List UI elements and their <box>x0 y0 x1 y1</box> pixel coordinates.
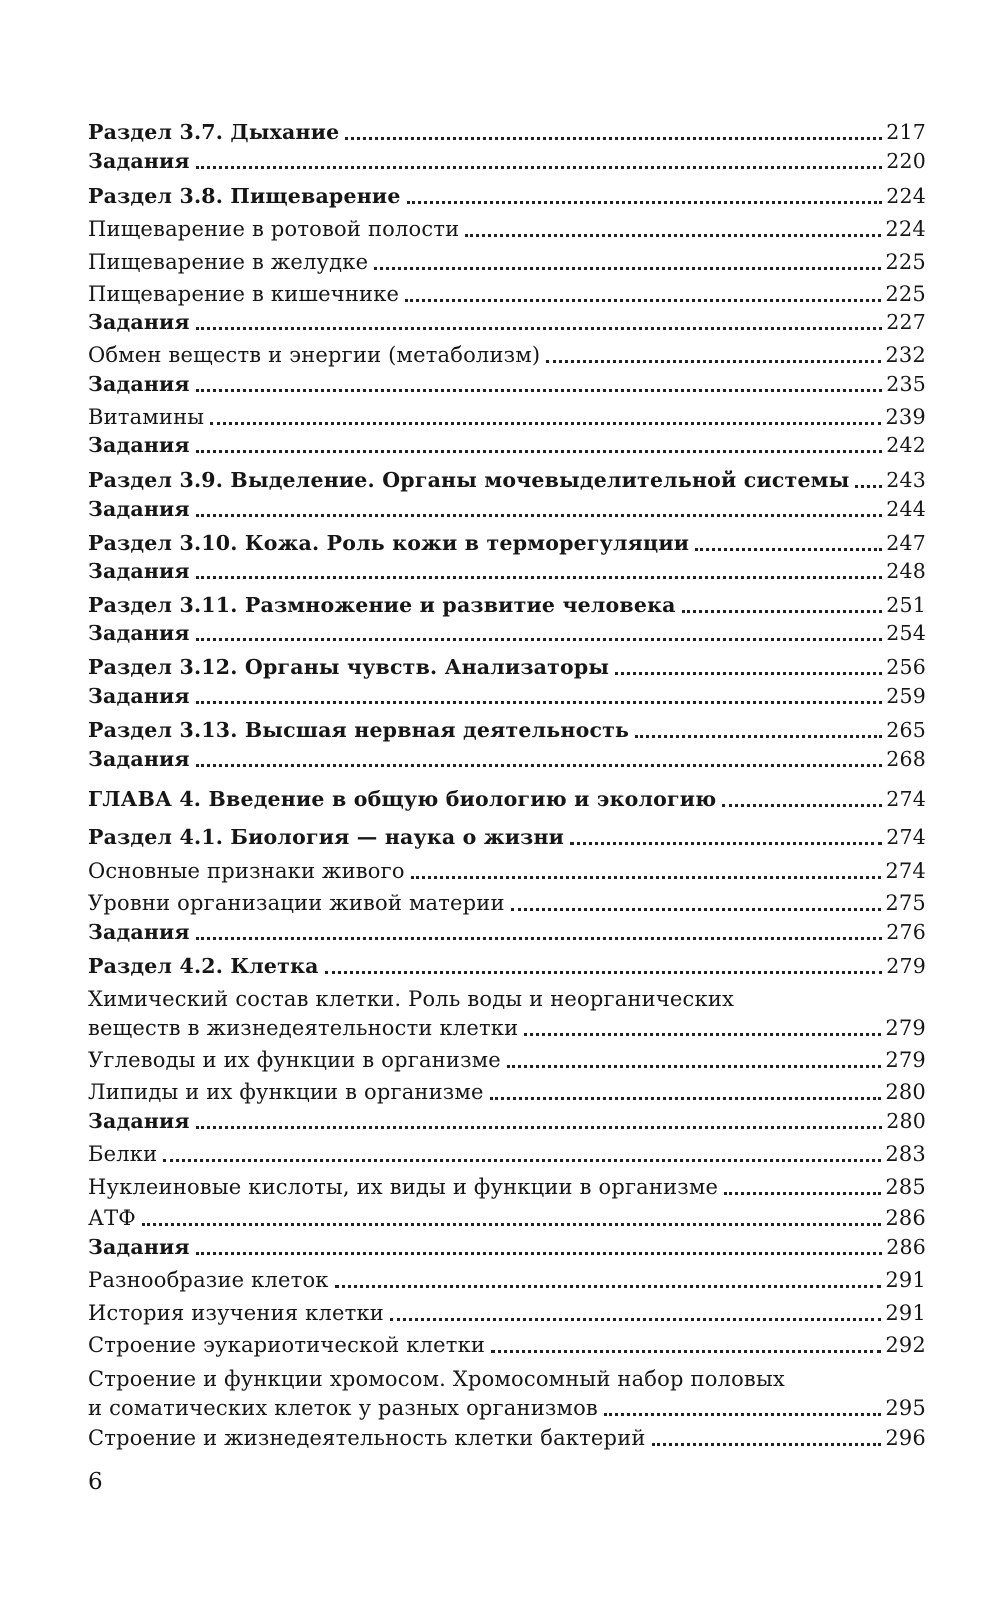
toc-entry <box>88 682 926 711</box>
toc-entry-title: Задания <box>88 433 190 457</box>
toc-entry-title: Раздел 3.11. Размножение и развитие человека <box>88 593 676 617</box>
toc-entry <box>88 591 926 620</box>
toc-entry-title: Пищеварение в кишечнике <box>88 282 400 306</box>
dot-leader <box>491 1350 881 1353</box>
toc-entry-title: Основные признаки живого <box>88 859 405 883</box>
toc-entry-title: Раздел 3.9. Выделение. Органы мочевыделительной системы <box>88 468 850 492</box>
toc-entry <box>88 308 926 337</box>
toc-entry <box>88 248 926 277</box>
dot-leader <box>196 1252 882 1255</box>
toc-entry-title: Разнообразие клеток <box>88 1268 329 1292</box>
toc-entry-page: 251 <box>886 593 926 617</box>
toc-entry <box>88 1173 926 1202</box>
toc-entry <box>88 1140 926 1169</box>
toc-entry-page: 279 <box>885 1016 926 1040</box>
toc-entry-page: 280 <box>885 1080 926 1104</box>
toc-entry-page: 224 <box>886 184 926 208</box>
toc-entry-page: 268 <box>886 747 926 771</box>
dot-leader <box>570 842 882 845</box>
toc-entry-title: Задания <box>88 747 190 771</box>
toc-entry-page: 254 <box>886 621 926 645</box>
dot-leader <box>490 1097 882 1100</box>
toc-entry-title: Раздел 3.12. Органы чувств. Анализаторы <box>88 655 610 679</box>
dot-leader <box>374 267 881 270</box>
toc-entry-title: Задания <box>88 684 190 708</box>
toc-entry-page: 225 <box>885 250 926 274</box>
toc-entry-title: Раздел 3.13. Высшая нервная деятельность <box>88 718 630 742</box>
toc-entry <box>88 823 926 852</box>
toc-entry <box>88 370 926 399</box>
page-number: 6 <box>88 1469 103 1495</box>
toc-entry-title: Раздел 4.1. Биология — наука о жизни <box>88 825 565 849</box>
dot-leader <box>196 389 882 392</box>
toc-entry-page: 276 <box>886 920 926 944</box>
dot-leader <box>196 1126 882 1129</box>
toc-entry-title: Раздел 3.10. Кожа. Роль кожи в терморегуляции <box>88 531 690 555</box>
toc-entry-title: Белки <box>88 1142 158 1166</box>
toc-entry-page: 291 <box>885 1301 926 1325</box>
dot-leader <box>604 1413 881 1416</box>
toc-entry-page: 265 <box>886 718 926 742</box>
toc-entry-page: 295 <box>885 1396 926 1420</box>
toc-entry-page: 242 <box>886 433 926 457</box>
toc-entry-page: 256 <box>886 655 926 679</box>
toc-entry <box>88 952 926 981</box>
toc-entry-title: веществ в жизнедеятельности клетки <box>88 1016 519 1040</box>
dot-leader <box>390 1318 881 1321</box>
toc-entry-title: Задания <box>88 920 190 944</box>
toc-entry-title: Уровни организации живой материи <box>88 891 505 915</box>
toc-entry <box>88 1046 926 1075</box>
toc-entry <box>88 785 926 814</box>
toc-entry <box>88 1331 926 1360</box>
dot-leader <box>196 937 882 940</box>
toc-entry <box>88 118 926 147</box>
toc-entry-page: 247 <box>886 531 926 555</box>
toc-entry-title: Липиды и их функции в организме <box>88 1080 484 1104</box>
dot-leader <box>196 638 882 641</box>
toc-entry <box>88 857 926 886</box>
toc-entry-title: Задания <box>88 1109 190 1133</box>
dot-leader <box>325 971 883 974</box>
toc-entry-page: 259 <box>886 684 926 708</box>
dot-leader <box>335 1285 882 1288</box>
toc-entry-page: 286 <box>886 1235 926 1259</box>
toc-entry <box>88 1266 926 1295</box>
toc-entry-page: 280 <box>886 1109 926 1133</box>
toc-entry-title-line1: Химический состав клетки. Роль воды и неорганических <box>88 987 735 1011</box>
toc-entry-page: 232 <box>885 343 926 367</box>
toc-entry-title: Обмен веществ и энергии (метаболизм) <box>88 343 541 367</box>
dot-leader <box>615 672 882 675</box>
toc-entry <box>88 529 926 558</box>
toc-entry <box>88 1424 926 1453</box>
toc-entry-page: 274 <box>885 859 926 883</box>
toc-entry <box>88 182 926 211</box>
dot-leader <box>210 422 881 425</box>
dot-leader <box>196 764 882 767</box>
toc-entry-page: 220 <box>886 149 926 173</box>
toc-entry <box>88 1299 926 1328</box>
toc-entry-title: Задания <box>88 149 190 173</box>
dot-leader <box>196 576 882 579</box>
dot-leader <box>405 299 881 302</box>
toc-entry-page: 227 <box>886 310 926 334</box>
toc-entry-page: 286 <box>885 1206 926 1230</box>
dot-leader <box>407 201 883 204</box>
toc-entry-page: 217 <box>886 120 926 144</box>
toc-entry-title: Витамины <box>88 405 205 429</box>
dot-leader <box>411 876 882 879</box>
toc-entry-page: 274 <box>886 787 926 811</box>
toc-entry-page: 225 <box>885 282 926 306</box>
toc-entry <box>88 431 926 460</box>
dot-leader <box>163 1159 881 1162</box>
toc-entry-page: 239 <box>885 405 926 429</box>
toc-entry-page: 283 <box>885 1142 926 1166</box>
toc-entry <box>88 466 926 495</box>
toc-entry-title: и соматических клеток у разных организмов <box>88 1396 598 1420</box>
toc-entry-page: 224 <box>885 217 926 241</box>
dot-leader <box>196 166 882 169</box>
toc-entry-title: Задания <box>88 621 190 645</box>
toc-entry <box>88 341 926 370</box>
toc-entry-title: Задания <box>88 497 190 521</box>
toc-entry <box>88 653 926 682</box>
dot-leader <box>724 1192 881 1195</box>
dot-leader <box>682 610 883 613</box>
toc-entry <box>88 1107 926 1136</box>
toc-entry-title: Раздел 3.8. Пищеварение <box>88 184 401 208</box>
toc-entry-title: Углеводы и их функции в организме <box>88 1048 501 1072</box>
dot-leader <box>142 1223 881 1226</box>
toc-entry-page: 291 <box>885 1268 926 1292</box>
toc-entry-title: Задания <box>88 559 190 583</box>
dot-leader <box>855 485 882 488</box>
toc-entry-page: 274 <box>886 825 926 849</box>
dot-leader <box>196 327 882 330</box>
toc-entry-page: 279 <box>885 1048 926 1072</box>
toc-entry <box>88 985 926 1043</box>
toc-entry <box>88 1365 926 1423</box>
toc-entry-page: 244 <box>886 497 926 521</box>
toc-entry <box>88 716 926 745</box>
dot-leader <box>511 908 882 911</box>
toc-entry-title: ГЛАВА 4. Введение в общую биологию и экологию <box>88 787 717 811</box>
dot-leader <box>465 234 881 237</box>
dot-leader <box>196 450 882 453</box>
toc-entry <box>88 215 926 244</box>
dot-leader <box>652 1443 882 1446</box>
toc-entry-page: 285 <box>885 1175 926 1199</box>
toc-entry-title: Нуклеиновые кислоты, их виды и функции в организме <box>88 1175 719 1199</box>
toc-entry <box>88 918 926 947</box>
toc-entry-title: Строение и жизнедеятельность клетки бактерий <box>88 1426 646 1450</box>
toc-entry <box>88 1204 926 1233</box>
toc-entry-title: История изучения клетки <box>88 1301 384 1325</box>
toc-entry-title: Задания <box>88 372 190 396</box>
toc-entry <box>88 147 926 176</box>
toc-entry-page: 275 <box>885 891 926 915</box>
dot-leader <box>722 804 882 807</box>
toc-entry-title: Пищеварение в желудке <box>88 250 369 274</box>
toc-entry-title: Раздел 3.7. Дыхание <box>88 120 340 144</box>
toc-entry-page: 279 <box>886 954 926 978</box>
toc-entry <box>88 1078 926 1107</box>
dot-leader <box>507 1065 881 1068</box>
toc-entry-title-line1: Строение и функции хромосом. Хромосомный набор половых <box>88 1367 785 1391</box>
toc-entry-title: Раздел 4.2. Клетка <box>88 954 319 978</box>
toc-entry-title: Задания <box>88 1235 190 1259</box>
toc-entry-page: 243 <box>886 468 926 492</box>
toc-entry-title: Задания <box>88 310 190 334</box>
toc-entry-page: 235 <box>886 372 926 396</box>
dot-leader <box>524 1033 881 1036</box>
dot-leader <box>635 735 882 738</box>
dot-leader <box>345 137 882 140</box>
dot-leader <box>196 514 882 517</box>
toc-entry <box>88 495 926 524</box>
toc-entry-page: 248 <box>886 559 926 583</box>
toc-entry <box>88 403 926 432</box>
toc-entry-title: Пищеварение в ротовой полости <box>88 217 460 241</box>
dot-leader <box>196 701 882 704</box>
dot-leader <box>695 548 882 551</box>
toc-entry <box>88 557 926 586</box>
toc-entry <box>88 619 926 648</box>
toc-entry-page: 292 <box>885 1333 926 1357</box>
toc-entry-title: Строение эукариотической клетки <box>88 1333 486 1357</box>
toc-entry <box>88 1233 926 1262</box>
toc-entry-title: АТФ <box>88 1206 136 1230</box>
toc-entry <box>88 889 926 918</box>
toc-entry <box>88 745 926 774</box>
toc-entry-page: 296 <box>885 1426 926 1450</box>
dot-leader <box>546 360 881 363</box>
toc-entry <box>88 280 926 309</box>
